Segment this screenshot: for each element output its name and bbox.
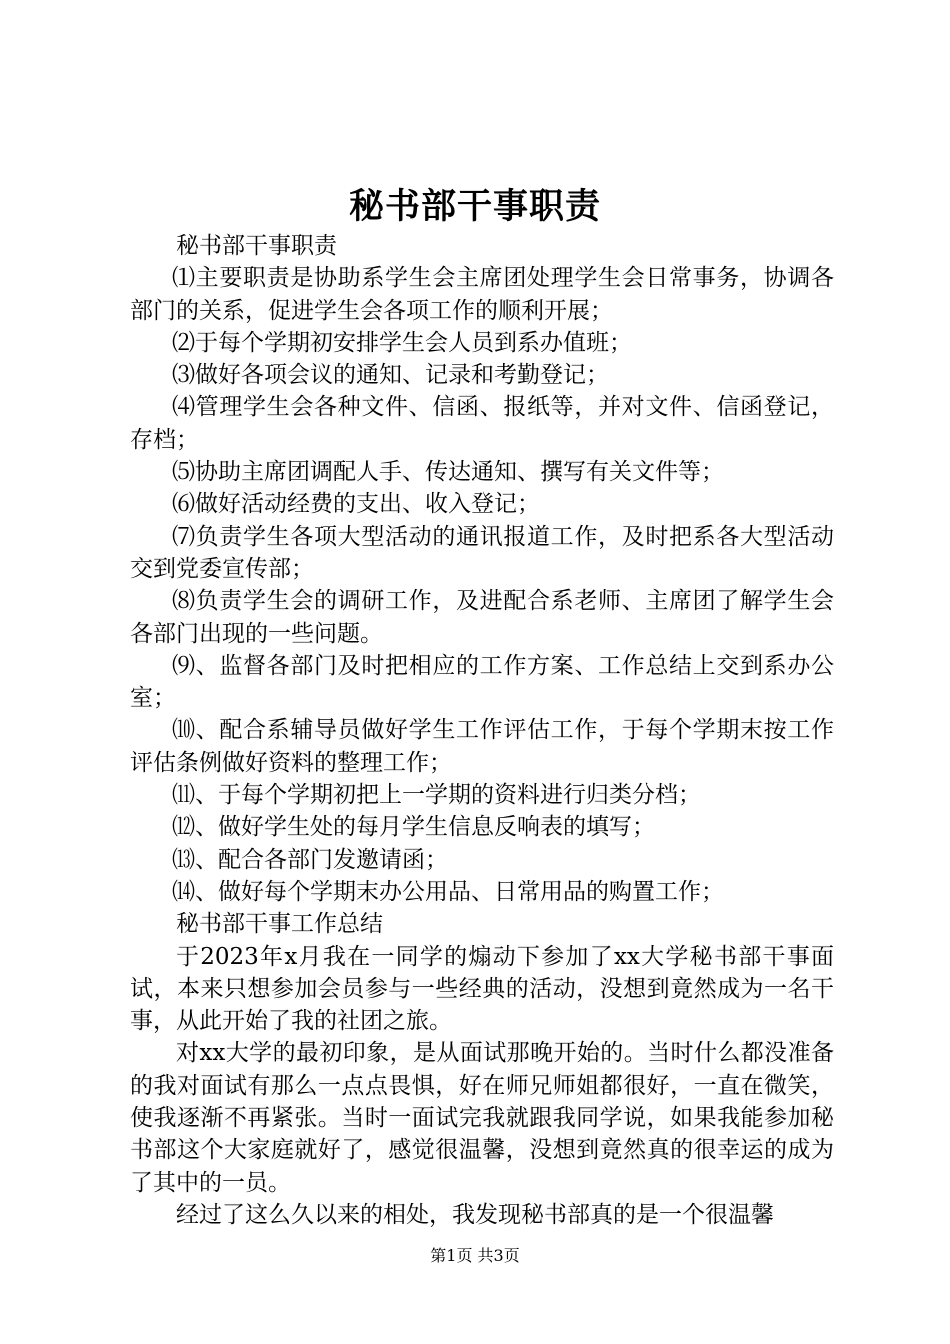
paragraph: ⑸协助主席团调配人手、传达通知、撰写有关文件等； xyxy=(172,459,724,486)
paragraph: ⑺负责学生各项大型活动的通讯报道工作，及时把系各大型活动交到党委宣传部； xyxy=(130,523,834,582)
paragraph: 对xx大学的最初印象，是从面试那晚开始的。当时什么都没准备的我对面试有那么一点点畏惧，好在师兄师姐都很好，一直在微笑，使我逐渐不再紧张。当时一面试完我就跟我同学说，如果我能参加秘书部这个大家庭就好了，感觉很温馨，没想到竟然真的很幸运的成为了其中的一员。 xyxy=(130,1040,834,1196)
section-heading: 秘书部干事工作总结 xyxy=(176,911,383,938)
paragraph: ⑷管理学生会各种文件、信函、报纸等，并对文件、信函登记，存档； xyxy=(130,394,834,453)
paragraph: ⑽、配合系辅导员做好学生工作评估工作，于每个学期末按工作评估条例做好资料的整理工作； xyxy=(130,717,834,776)
paragraph: ⑶做好各项会议的通知、记录和考勤登记； xyxy=(172,362,609,389)
paragraph: ⒁、做好每个学期末办公用品、日常用品的购置工作； xyxy=(172,878,724,905)
document-body xyxy=(130,230,834,1231)
paragraph: ⑿、做好学生处的每月学生信息反响表的填写； xyxy=(172,814,655,841)
paragraph: ⑻负责学生会的调研工作，及进配合系老师、主席团了解学生会各部门出现的一些问题。 xyxy=(130,588,834,647)
paragraph: ⑵于每个学期初安排学生会人员到系办值班； xyxy=(172,329,632,356)
paragraph: 秘书部干事职责 xyxy=(176,233,337,259)
paragraph: 于2023年x月我在一同学的煽动下参加了xx大学秘书部干事面试，本来只想参加会员参与一些经典的活动，没想到竟然成为一名干事，从此开始了我的社团之旅。 xyxy=(130,943,834,1035)
page-number: 第1页 共3页 xyxy=(430,1246,520,1265)
paragraph: 经过了这么久以来的相处，我发现秘书部真的是一个很温馨 xyxy=(176,1201,774,1228)
paragraph: ⑼、监督各部门及时把相应的工作方案、工作总结上交到系办公室； xyxy=(130,652,834,712)
paragraph: ⑹做好活动经费的支出、收入登记； xyxy=(172,491,540,518)
paragraph: ⒀、配合各部门发邀请函； xyxy=(172,846,448,873)
paragraph: ⑴主要职责是协助系学生会主席团处理学生会日常事务，协调各部门的关系，促进学生会各项工作的顺利开展； xyxy=(130,265,834,324)
document-title: 秘书部干事职责 xyxy=(348,186,601,227)
paragraph: ⑾、于每个学期初把上一学期的资料进行归类分档； xyxy=(172,782,701,809)
